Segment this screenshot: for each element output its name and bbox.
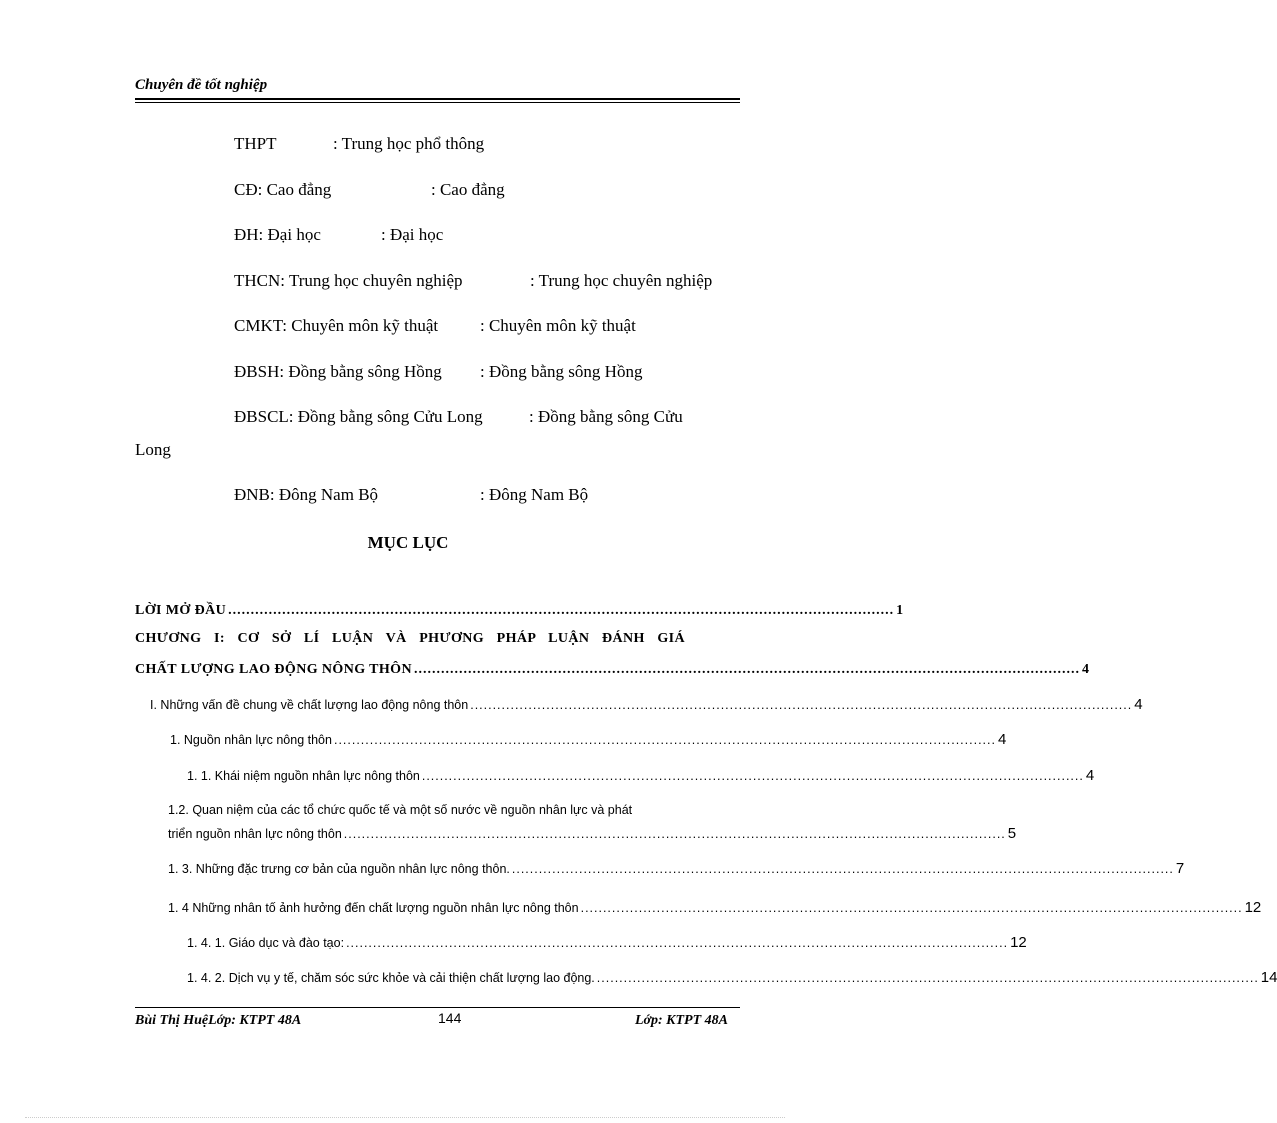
toc-entry-label: CHẤT LƯỢNG LAO ĐỘNG NÔNG THÔN: [135, 662, 412, 677]
abbr-term-dbsh: ĐBSH: Đồng bằng sông Hồng: [234, 362, 442, 381]
page-number: 144: [438, 1010, 462, 1026]
abbr-def-dnb: : Đông Nam Bộ: [480, 485, 589, 504]
running-header: Chuyên đề tốt nghiệp: [135, 77, 268, 93]
toc-entry-label: LỜI MỞ ĐẦU: [135, 603, 227, 618]
toc-leader: ....................................................................................................................................................: [228, 603, 895, 618]
abbr-def-dbscl: : Đồng bằng sông Cửu: [529, 407, 683, 426]
abbr-def-cmkt: : Chuyên môn kỹ thuật: [480, 316, 636, 335]
abbr-term-cd: CĐ: Cao đẳng: [234, 180, 332, 199]
toc-leader: ....................................................................................................................................................: [470, 698, 1133, 712]
toc-entry-label: 1. 3. Những đặc trưng cơ bản của nguồn nhân lực nông thôn.: [168, 862, 510, 876]
abbr-term-thcn: THCN: Trung học chuyên nghiệp: [234, 271, 463, 290]
abbr-def-dbscl-continuation: Long: [135, 440, 171, 459]
toc-entry-page: 5: [1007, 825, 1017, 842]
toc-leader: ....................................................................................................................................................: [333, 733, 996, 747]
footer-rule: [135, 1007, 740, 1008]
header-rule-thin: [135, 102, 740, 103]
toc-leader: ....................................................................................................................................................: [413, 662, 1080, 677]
toc-entry-page: 4: [1081, 662, 1090, 677]
abbr-term-dnb: ĐNB: Đông Nam Bộ: [234, 485, 379, 504]
header-rule-thick: [135, 98, 740, 100]
toc-entry-label: 1. 4. 1. Giáo dục và đào tạo:: [187, 936, 345, 950]
toc-entry[interactable]: [150, 696, 1143, 713]
toc-entry[interactable]: [168, 899, 1262, 916]
toc-entry-page: 14: [1260, 969, 1277, 986]
toc-entry[interactable]: [168, 825, 1017, 842]
toc-entry-label: I. Những vấn đề chung về chất lượng lao động nông thôn: [150, 698, 469, 712]
abbr-term-dh: ĐH: Đại học: [234, 225, 321, 244]
toc-leader: ....................................................................................................................................................: [421, 769, 1084, 783]
toc-entry-page: 4: [997, 731, 1007, 748]
toc-entry-page: 12: [1010, 934, 1027, 951]
toc-entry-chapter-line1[interactable]: CHƯƠNG I: CƠ SỞ LÍ LUẬN VÀ PHƯƠNG PHÁP LUẬN ĐÁNH GIÁ: [135, 631, 685, 646]
toc-entry[interactable]: [168, 860, 1185, 877]
toc-entry[interactable]: [135, 603, 904, 619]
toc-entry-label: 1. Nguồn nhân lực nông thôn: [170, 733, 332, 747]
abbr-term-dbscl: ĐBSCL: Đồng bằng sông Cửu Long: [234, 407, 483, 426]
toc-entry-label: 1. 1. Khái niệm nguồn nhân lực nông thôn: [187, 769, 420, 783]
toc-leader: ....................................................................................................................................................: [580, 901, 1243, 915]
toc-entry-label: 1. 4 Những nhân tố ảnh hưởng đến chất lượng nguồn nhân lực nông thôn: [168, 901, 579, 915]
toc-entry-page: 7: [1175, 860, 1185, 877]
toc-entry[interactable]: [187, 934, 1027, 951]
toc-entry-label: 1. 4. 2. Dịch vụ y tế, chăm sóc sức khỏe và cải thiện chất lượng lao động.: [187, 971, 595, 985]
toc-entry[interactable]: [187, 767, 1095, 784]
toc-leader: ....................................................................................................................................................: [596, 971, 1259, 985]
abbr-def-cd: : Cao đẳng: [431, 180, 505, 199]
toc-leader: ....................................................................................................................................................: [511, 862, 1174, 876]
toc-leader: ....................................................................................................................................................: [343, 827, 1006, 841]
toc-entry[interactable]: [170, 731, 1007, 748]
page-edge-divider: [25, 1117, 785, 1118]
toc-title: MỤC LỤC: [367, 533, 449, 552]
toc-entry-page: 4: [1134, 696, 1143, 713]
toc-entry-page: 1: [896, 603, 904, 618]
abbr-def-thpt: : Trung học phổ thông: [333, 134, 485, 153]
abbr-def-thcn: : Trung học chuyên nghiệp: [530, 271, 713, 290]
toc-entry[interactable]: [135, 662, 1090, 678]
abbr-def-dh: : Đại học: [381, 225, 444, 244]
abbr-def-dbsh: : Đồng bằng sông Hồng: [480, 362, 643, 381]
abbr-term-thpt: THPT: [234, 134, 277, 153]
toc-entry-line1[interactable]: 1.2. Quan niệm của các tổ chức quốc tế và một số nước về nguồn nhân lực và phát: [168, 803, 633, 817]
toc-entry[interactable]: [187, 969, 1277, 986]
toc-entry-label: triển nguồn nhân lực nông thôn: [168, 827, 342, 841]
toc-entry-page: 12: [1244, 899, 1262, 916]
toc-entry-page: 4: [1085, 767, 1095, 784]
toc-leader: ....................................................................................................................................................: [346, 936, 1009, 950]
abbr-term-cmkt: CMKT: Chuyên môn kỹ thuật: [234, 316, 439, 335]
footer-class: Lớp: KTPT 48A: [634, 1013, 728, 1028]
footer-author: Bùi Thị HuệLớp: KTPT 48A: [135, 1013, 302, 1028]
